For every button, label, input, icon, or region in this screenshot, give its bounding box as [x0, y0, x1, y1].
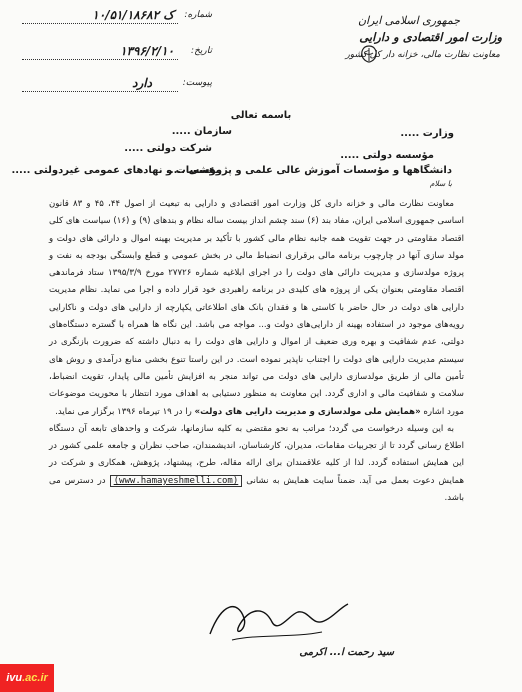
signature-mark	[202, 594, 352, 648]
signer-name: سید رحمت ا... اکرمی	[299, 647, 394, 658]
paragraph-2-end: در دسترس می باشد.	[49, 475, 464, 504]
watermark-prefix: ivu	[6, 672, 23, 684]
addressee-state-institution: مؤسسه دولتی .....	[340, 150, 434, 161]
ref-number	[22, 10, 212, 26]
addressee-ministry: وزارت .....	[400, 128, 454, 139]
watermark-suffix: .ac.ir	[22, 672, 48, 684]
letter-body	[49, 196, 464, 507]
ref-date-line	[22, 59, 178, 60]
ref-date-value: ۱۳۹۶/۲/۱۰	[120, 44, 174, 58]
header-republic: جمهوری اسلامی ایران	[357, 14, 460, 27]
paragraph-1-end: را در ۱۹ تیرماه ۱۳۹۶ برگزار می نماید.	[55, 406, 192, 417]
header-deputy: معاونت نظارت مالی، خزانه دار کل کشور	[345, 50, 500, 60]
ref-number-label: شماره:	[184, 10, 212, 20]
ref-number-line	[22, 23, 178, 24]
ref-number-value: ۱۰/۵۱/۱۸۶۸۲ ک	[92, 8, 174, 22]
ref-attachment-value: دارد	[132, 76, 152, 90]
addressee-organization: سازمان .....	[171, 126, 232, 137]
ref-date	[22, 46, 212, 62]
paragraph-2-text: به این وسیله درخواست می گردد؛ مراتب به نحو مقتضی به کلیه سازمانها، شرکت و واحدهای تابعه آن دستگاه اطلاع رسانی گردد تا از تجربیات مقامات، مدیران، کارشناسان، اندیشمندان، صاحب نظران و جامعه علمی کشور در این همایش استفاده گردد. لذا از کلیه علاقمندان برای ارائه مقاله، طرح، پیشنهاد، پژوهش، همکاری و شرکت در همایش دعوت بعمل می آید. ضمناً سایت همایش به نشانی	[49, 423, 464, 486]
paragraph-1-text: معاونت نظارت مالی و خزانه داری کل وزارت امور اقتصادی و دارایی به تبعیت از اصول ۴۴، ۴۵ و ۸۳ قانون اساسی جمهوری اسلامی ایران، مفاد بند (۶) سند چشم انداز بیست ساله نظام و بندهای (۹) و (۱۶) سیاست های کلی اقتصاد مقاومتی در جهت تقویت همه جانبه نظام مالی کشور با تأکید بر مدیریت بهینه اموال و دارائی های دولت و مولد سازی آنها در چارچوب برنامه مالی برقراری انضباط مالی در بخش عمومی و قطع وابستگی بودجه به نفت و پروژه مولدسازی و مدیریت دارائی های دولت را در اجرای ابلاغیه شماره ۲۷۷۲۶ مورخ ۱۳۹۵/۳/۹ ستاد فرماندهی اقتصاد مقاومتی بعنوان یکی از پروژه های کلیدی در برنامه راهبردی خود قرار داده و اجرا می نماید. نظام مدیریت دارایی های دولت در حال حاضر با کاستی ها و فقدان بانک های اطلاعاتی یکپارچه از دارایی های دولت و ناکارایی رویه‌های موجود در استفاده بهینه از دارایی‌های دولت و... مواجه می باشد. این نگاه ها همراه با گستره دستگاه‌های دولتی، عدم شفافیت و بهره وری ضعیف از اموال و دارایی های دولت را به دنبال داشته که ضرورت بازنگری در سیستم مدیریت دارایی های دولت را اجتناب ناپذیر نموده است. در این راستا تنوع بخشی منابع درآمدی و روش های تأمین مالی از طریق مولدسازی دارایی های دولت می تواند منجر به افزایش تأمین مالی پایدار، تقویت انضباط، سلامت و شفافیت مالی و اداری گردد. این معاونت به منظور دستیابی به اهداف مورد انتظار با محوریت موضوعات مورد اشاره	[49, 199, 465, 417]
conference-title: «همایش ملی مولدسازی و مدیریت دارایی های دولت»	[194, 406, 421, 417]
header-ministry: وزارت امور اقتصادی و دارایی	[359, 30, 502, 44]
salutation: با سلام	[429, 179, 452, 188]
ref-attachment	[22, 78, 212, 94]
site-watermark	[0, 664, 54, 692]
ref-attachment-line	[22, 91, 178, 92]
addressee-universities: دانشگاهها و مؤسسات آموزش عالی علمی و پژوهشی .....	[166, 165, 452, 176]
paragraph-2	[49, 421, 464, 507]
ref-date-label: تاریخ:	[191, 46, 212, 56]
addressee-state-company: شرکت دولتی .....	[124, 143, 212, 154]
addressee-nonstate: مؤسسات و نهادهای عمومی غیردولتی .....	[11, 165, 222, 176]
basmala: باسمه تعالی	[230, 110, 292, 121]
ref-attachment-label: پیوست:	[182, 78, 212, 88]
conference-website-link[interactable]: (www.hamayeshmelli.com)	[110, 475, 243, 487]
paragraph-1	[49, 196, 464, 421]
